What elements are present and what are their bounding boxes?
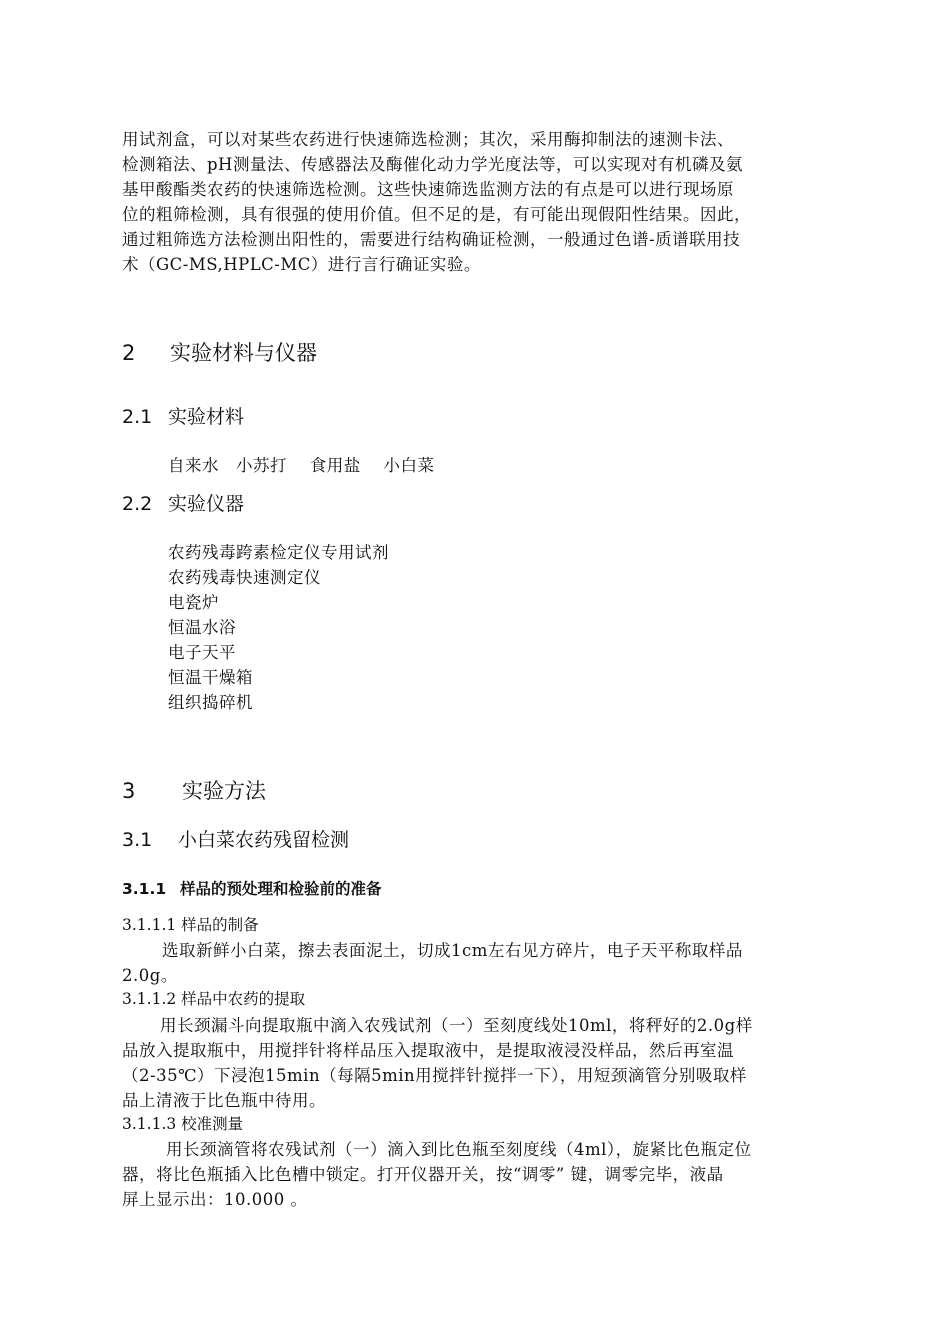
- subsection-title: 实验仪器: [168, 493, 245, 515]
- list-item: 农药残毒跨素检定仪专用试剂: [168, 543, 389, 562]
- subsection-title: 小白菜农药残留检测: [178, 829, 350, 851]
- intro-line: 通过粗筛选方法检测出阳性的，需要进行结构确证检测，一般通过色谱-质谱联用技: [122, 230, 741, 249]
- section-title: 实验方法: [182, 779, 266, 803]
- subsection-title: 实验材料: [168, 406, 245, 428]
- intro-line: 检测箱法、pH测量法、传感器法及酶催化动力学光度法等，可以实现对有机磷及氨: [122, 155, 743, 174]
- paragraph-line: 品放入提取瓶中，用搅拌针将样品压入提取液中，是提取液浸没样品，然后再室温: [122, 1041, 734, 1060]
- list-item: 恒温干燥箱: [168, 668, 253, 687]
- section-2-heading: [122, 337, 317, 367]
- paragraph-line: 品上清液于比色瓶中待用。: [122, 1091, 326, 1110]
- list-item: 农药残毒快速测定仪: [168, 568, 321, 587]
- subsubsection-heading: 3.1.1.2 样品中农药的提取: [122, 990, 306, 1008]
- paragraph-line: 屏上显示出：10.000 。: [122, 1190, 308, 1209]
- intro-line: 用试剂盒，可以对某些农药进行快速筛选检测；其次，采用酶抑制法的速测卡法、: [122, 130, 734, 149]
- paragraph-line: 2.0g。: [122, 966, 178, 985]
- subsection-2-2-heading: [122, 489, 244, 516]
- section-number: 2: [122, 341, 136, 365]
- paragraph-line: 器，将比色瓶插入比色槽中锁定。打开仪器开关，按“调零” 键，调零完毕，液晶: [122, 1165, 724, 1184]
- subsection-3-1-1-heading: [122, 877, 382, 899]
- list-item: 电子天平: [168, 643, 236, 662]
- subsubsection-heading: 3.1.1.3 校准测量: [122, 1115, 244, 1133]
- intro-line: 术（GC-MS,HPLC-MC）进行言行确证实验。: [122, 255, 481, 274]
- list-item: 电瓷炉: [168, 593, 219, 612]
- subsection-title: 样品的预处理和检验前的准备: [180, 880, 382, 898]
- section-title: 实验材料与仪器: [170, 341, 317, 365]
- section-number: 3: [122, 779, 136, 803]
- subsubsection-heading: 3.1.1.1 样品的制备: [122, 916, 259, 934]
- list-item: 组织捣碎机: [168, 693, 253, 712]
- paragraph-line: （2-35℃）下浸泡15min（每隔5min用搅拌针搅拌一下），用短颈滴管分别吸取样: [122, 1066, 747, 1085]
- paragraph-line: 用长颈漏斗向提取瓶中滴入农残试剂（一）至刻度线处10ml，将秤好的2.0g样: [160, 1016, 753, 1035]
- materials-list: 自来水 小苏打 食用盐 小白菜: [168, 456, 435, 475]
- intro-line: 位的粗筛检测，具有很强的使用价值。但不足的是，有可能出现假阳性结果。因此，: [122, 205, 751, 224]
- list-item: 恒温水浴: [168, 618, 236, 637]
- intro-line: 基甲酸酯类农药的快速筛选检测。这些快速筛选监测方法的有点是可以进行现场原: [122, 180, 734, 199]
- subsection-number: 3.1: [122, 829, 153, 851]
- subsection-2-1-heading: [122, 402, 244, 429]
- paragraph-line: 选取新鲜小白菜，擦去表面泥土，切成1cm左右见方碎片，电子天平称取样品: [162, 941, 743, 960]
- paragraph-line: 用长颈滴管将农残试剂（一）滴入到比色瓶至刻度线（4ml），旋紧比色瓶定位: [166, 1140, 752, 1159]
- section-3-heading: [122, 775, 266, 805]
- subsection-3-1-heading: [122, 825, 349, 852]
- subsection-number: 2.2: [122, 493, 153, 515]
- subsection-number: 3.1.1: [122, 880, 167, 898]
- subsection-number: 2.1: [122, 406, 153, 428]
